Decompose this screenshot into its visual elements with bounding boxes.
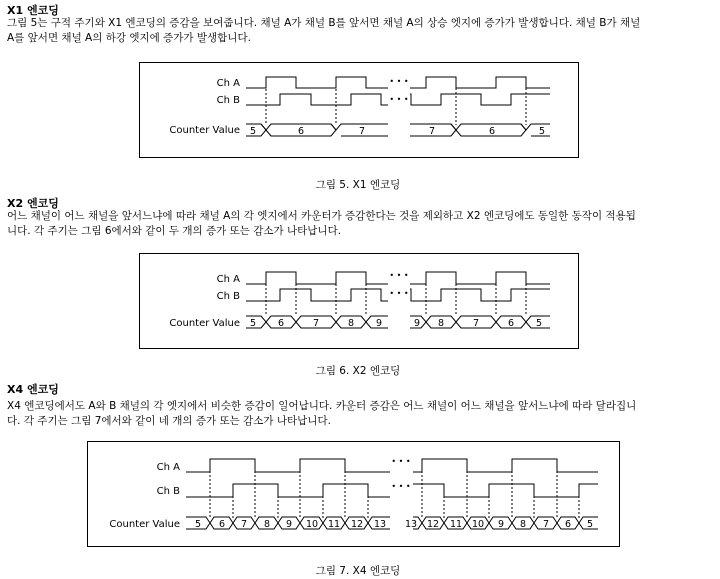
counter-value: 8 bbox=[263, 519, 271, 530]
counter-bus bbox=[246, 316, 550, 328]
counter-value: 9 bbox=[497, 519, 505, 530]
ch-a-waveform bbox=[246, 272, 388, 284]
ch-b-waveform bbox=[246, 94, 388, 105]
ellipsis: • • • bbox=[391, 482, 411, 491]
ellipsis: • • • bbox=[389, 289, 409, 298]
ch-b-waveform bbox=[410, 94, 550, 105]
section-heading-x2: X2 엔코딩 bbox=[7, 197, 59, 210]
counter-value: 10 bbox=[305, 519, 319, 530]
counter-value: 13 bbox=[373, 519, 387, 530]
ch-b-waveform bbox=[246, 289, 388, 301]
counter-value-label: Counter Value bbox=[169, 125, 240, 136]
counter-value: 12 bbox=[426, 519, 440, 530]
counter-value: 6 bbox=[488, 126, 496, 137]
counter-bus bbox=[246, 124, 550, 136]
counter-value: 5 bbox=[249, 318, 257, 329]
ellipsis: • • • bbox=[389, 271, 409, 280]
counter-value: 5 bbox=[194, 519, 202, 530]
paragraph-line: 다. 각 주기는 그림 7에서와 같이 네 개의 증가 또는 감소가 나타납니다. bbox=[7, 415, 331, 427]
ch-a-label: Ch A bbox=[156, 462, 180, 473]
counter-bus bbox=[186, 517, 598, 529]
counter-value: 9 bbox=[375, 318, 383, 329]
ch-a-waveform bbox=[410, 272, 550, 284]
counter-value: 6 bbox=[277, 318, 285, 329]
section-paragraph-x1 bbox=[7, 16, 713, 46]
paragraph-line: 그림 5는 구적 주기와 X1 엔코딩의 증감을 보여줍니다. 채널 A가 채널 B를 앞서면 채널 A의 상승 엣지에 증가가 발생합니다. 채널 B가 채널 bbox=[7, 17, 641, 29]
x2-timing-diagram bbox=[140, 254, 578, 348]
x4-timing-diagram bbox=[88, 442, 619, 546]
counter-value: 8 bbox=[519, 519, 527, 530]
paragraph-line: 어느 채널이 어느 채널을 앞서느냐에 따라 채널 A의 각 엣지에서 카운터가 증감한다는 것을 제외하고 X2 엔코딩에도 동일한 동작이 적용됩 bbox=[7, 210, 636, 222]
section-paragraph-x4 bbox=[7, 399, 713, 429]
counter-value: 7 bbox=[472, 318, 480, 329]
x1-timing-diagram bbox=[140, 63, 578, 157]
ch-a-waveform bbox=[186, 459, 390, 472]
ch-b-label: Ch B bbox=[216, 95, 240, 106]
counter-value-label: Counter Value bbox=[109, 519, 180, 530]
section-paragraph-x2 bbox=[7, 209, 713, 239]
ellipsis: • • • bbox=[389, 95, 409, 104]
counter-value: 7 bbox=[428, 126, 436, 137]
ellipsis: • • • bbox=[391, 457, 411, 466]
figure-x1-encoding bbox=[139, 62, 579, 158]
section-heading-x1: X1 엔코딩 bbox=[7, 4, 59, 17]
counter-value: 7 bbox=[542, 519, 550, 530]
section-heading-x4: X4 엔코딩 bbox=[7, 383, 59, 396]
ch-a-waveform bbox=[410, 77, 550, 88]
ellipsis: • • • bbox=[389, 77, 409, 86]
ch-a-label: Ch A bbox=[216, 274, 240, 285]
figure-caption-x1: 그림 5. X1 엔코딩 bbox=[315, 179, 401, 191]
counter-value: 12 bbox=[350, 519, 364, 530]
counter-value: 9 bbox=[285, 519, 293, 530]
paragraph-line: 니다. 각 주기는 그림 6에서와 같이 두 개의 증가 또는 감소가 나타납니다. bbox=[7, 225, 342, 237]
counter-value: 5 bbox=[538, 126, 546, 137]
counter-value: 7 bbox=[240, 519, 248, 530]
ch-a-waveform bbox=[246, 77, 388, 88]
figure-x2-encoding bbox=[139, 253, 579, 349]
ch-b-waveform bbox=[186, 484, 390, 497]
counter-value: 7 bbox=[312, 318, 320, 329]
counter-value: 9 bbox=[413, 318, 421, 329]
counter-value: 13 bbox=[404, 519, 418, 530]
counter-value: 10 bbox=[471, 519, 485, 530]
counter-value: 6 bbox=[564, 519, 572, 530]
ch-b-label: Ch B bbox=[216, 291, 240, 302]
ch-b-waveform bbox=[410, 289, 550, 301]
counter-value: 6 bbox=[507, 318, 515, 329]
counter-value: 6 bbox=[218, 519, 226, 530]
ch-b-label: Ch B bbox=[156, 486, 180, 497]
counter-value: 5 bbox=[249, 126, 257, 137]
counter-value: 11 bbox=[449, 519, 463, 530]
ch-a-label: Ch A bbox=[216, 78, 240, 89]
counter-value-label: Counter Value bbox=[169, 318, 240, 329]
paragraph-line: X4 엔코딩에서도 A와 B 채널의 각 엣지에서 비슷한 증감이 일어납니다. 카운터 증감은 어느 채널이 어느 채널을 앞서느냐에 따라 달라집니 bbox=[7, 400, 637, 412]
counter-value: 8 bbox=[347, 318, 355, 329]
figure-caption-x4: 그림 7. X4 엔코딩 bbox=[315, 565, 401, 577]
figure-x4-encoding bbox=[87, 441, 620, 547]
counter-value: 7 bbox=[358, 126, 366, 137]
ch-b-waveform bbox=[413, 484, 598, 497]
counter-value: 5 bbox=[586, 519, 594, 530]
counter-value: 6 bbox=[297, 126, 305, 137]
paragraph-line: A를 앞서면 채널 A의 하강 엣지에 증가가 발생합니다. bbox=[7, 32, 251, 44]
figure-caption-x2: 그림 6. X2 엔코딩 bbox=[315, 365, 401, 377]
ch-a-waveform bbox=[413, 459, 598, 472]
counter-value: 8 bbox=[437, 318, 445, 329]
counter-value: 5 bbox=[535, 318, 543, 329]
counter-value: 11 bbox=[327, 519, 341, 530]
